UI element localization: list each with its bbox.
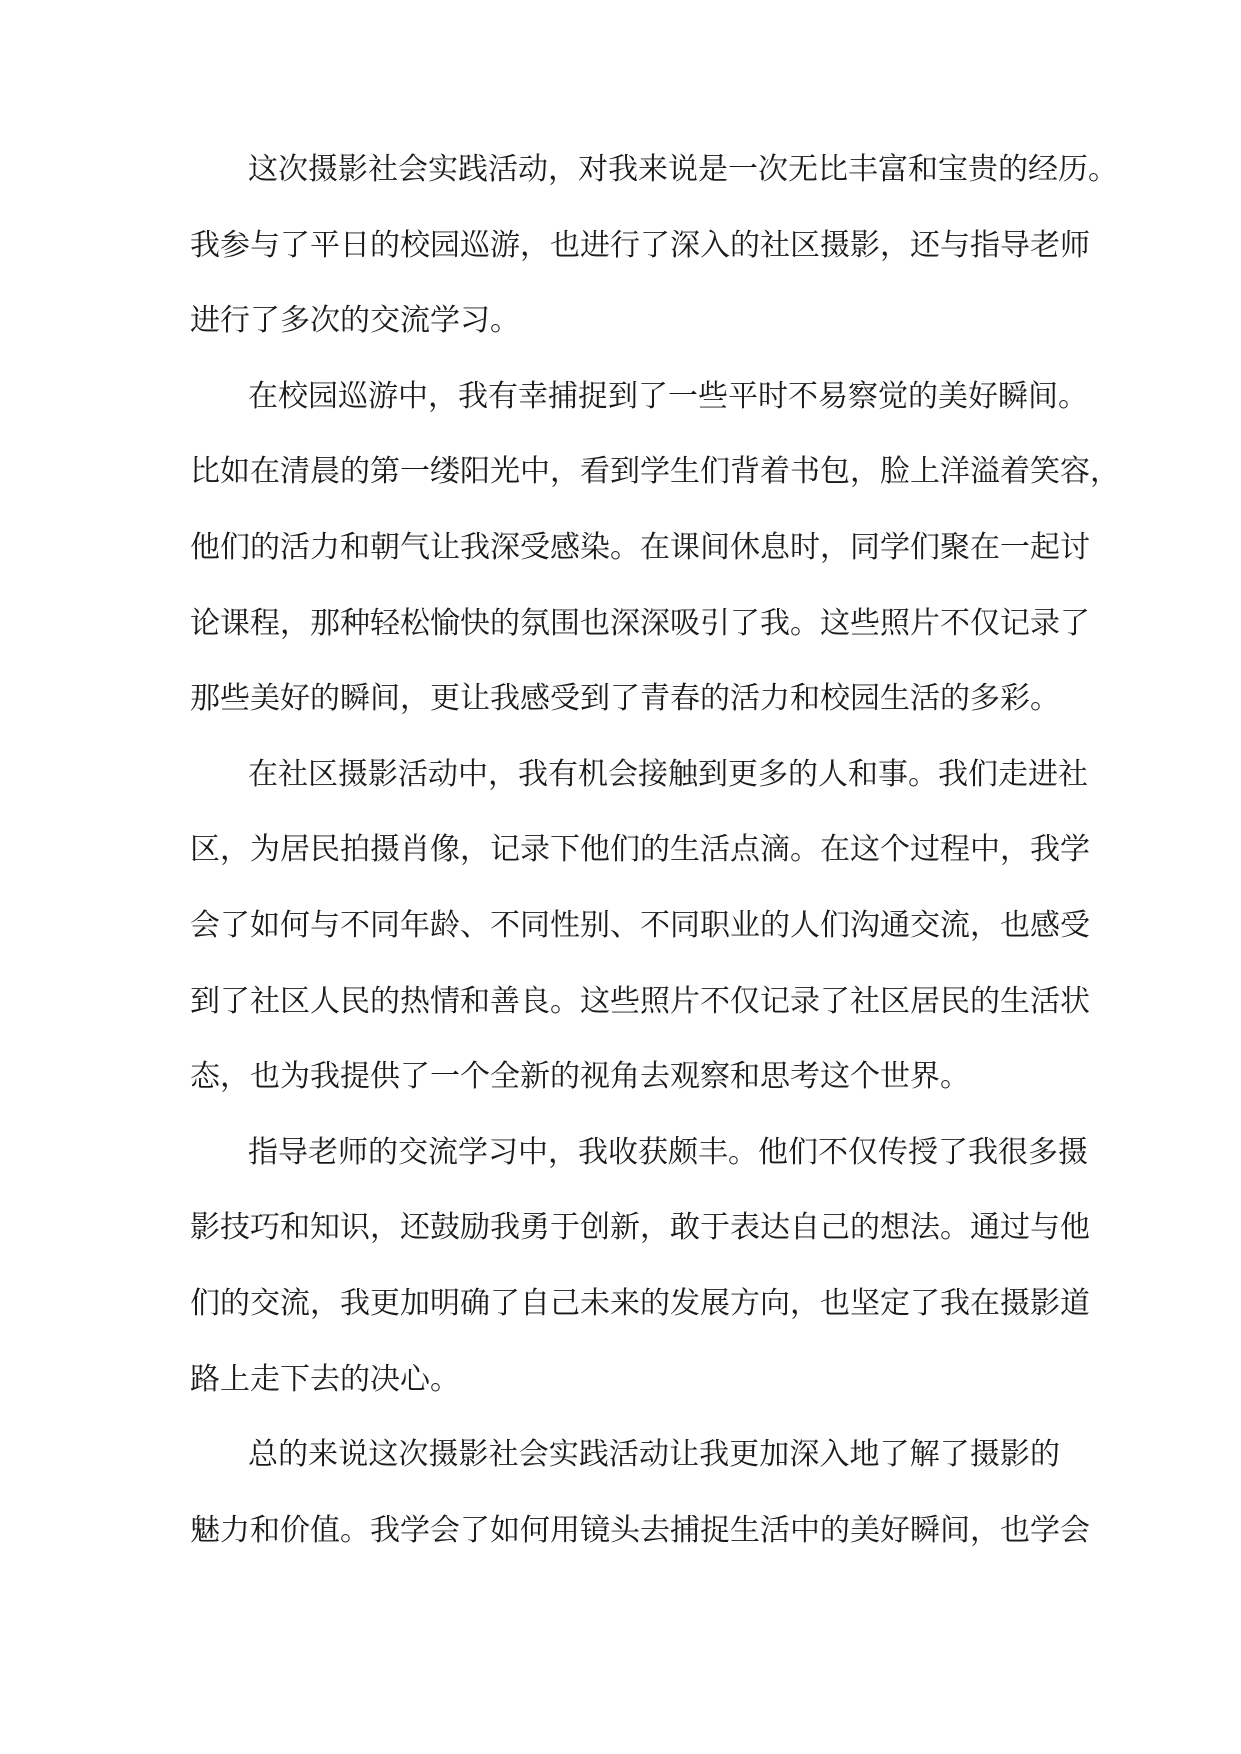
paragraph-4 (190, 1129, 1090, 1431)
text-line: 比如在清晨的第一缕阳光中，看到学生们背着书包，脸上洋溢着笑容， (190, 454, 1120, 490)
text-line: 我参与了平日的校园巡游，也进行了深入的社区摄影，还与指导老师 (190, 227, 1090, 263)
text-line: 论课程，那种轻松愉快的氛围也深深吸引了我。这些照片不仅记录了 (190, 605, 1090, 641)
text-line: 在校园巡游中，我有幸捕捉到了一些平时不易察觉的美好瞬间。 (248, 378, 1088, 414)
text-line: 指导老师的交流学习中，我收获颇丰。他们不仅传授了我很多摄 (248, 1134, 1088, 1170)
text-line: 他们的活力和朝气让我深受感染。在课间休息时，同学们聚在一起讨 (190, 529, 1090, 565)
body-text (190, 146, 1120, 1582)
text-line: 总的来说这次摄影社会实践活动让我更加深入地了解了摄影的 (248, 1437, 1060, 1473)
text-line: 在社区摄影活动中，我有机会接触到更多的人和事。我们走进社 (248, 756, 1088, 792)
paragraph-1 (190, 146, 1118, 373)
text-line: 影技巧和知识，还鼓励我勇于创新，敢于表达自己的想法。通过与他 (190, 1210, 1090, 1246)
text-line: 这次摄影社会实践活动，对我来说是一次无比丰富和宝贵的经历。 (248, 152, 1118, 187)
text-line: 路上走下去的决心。 (190, 1361, 460, 1397)
text-line: 那些美好的瞬间，更让我感受到了青春的活力和校园生活的多彩。 (190, 681, 1060, 717)
text-line: 们的交流，我更加明确了自己未来的发展方向，也坚定了我在摄影道 (190, 1285, 1090, 1321)
paragraph-5 (190, 1431, 1090, 1582)
text-line: 区，为居民拍摄肖像，记录下他们的生活点滴。在这个过程中，我学 (190, 832, 1090, 868)
text-line: 会了如何与不同年龄、不同性别、不同职业的人们沟通交流，也感受 (190, 907, 1090, 943)
text-line: 到了社区人民的热情和善良。这些照片不仅记录了社区居民的生活状 (190, 983, 1090, 1019)
paragraph-3 (190, 751, 1090, 1129)
text-line: 进行了多次的交流学习。 (190, 303, 520, 339)
text-line: 魅力和价值。我学会了如何用镜头去捕捉生活中的美好瞬间，也学会 (190, 1512, 1090, 1548)
paragraph-2 (190, 373, 1120, 751)
text-line: 态，也为我提供了一个全新的视角去观察和思考这个世界。 (190, 1059, 970, 1095)
